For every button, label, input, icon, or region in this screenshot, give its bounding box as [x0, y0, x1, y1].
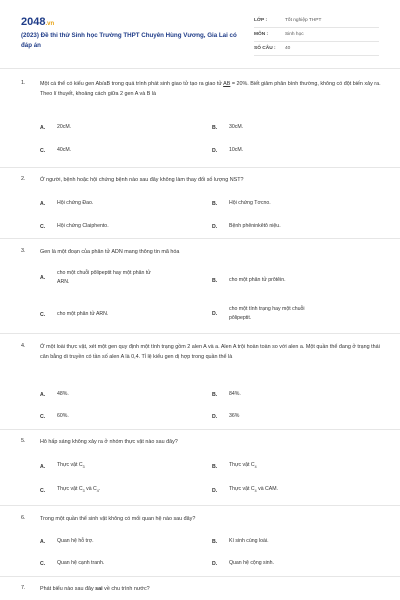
option-d[interactable]: D. Bệnh phêninkêtô niệu.: [212, 223, 281, 230]
option-b[interactable]: B. Hội chứng Tơcno.: [212, 200, 271, 207]
option-b[interactable]: B. 30cM.: [212, 124, 244, 131]
question-text: Ở người, bệnh hoặc hội chứng bệnh nào sau đây không làm thay đổi số lượng NST?: [40, 177, 244, 183]
option-d[interactable]: D. Quan hệ cộng sinh.: [212, 560, 274, 567]
option-a[interactable]: A. Hội chứng Đao.: [40, 200, 94, 207]
question-text: Phát biểu nào sau đây sai về chu trình nước?: [40, 586, 150, 592]
option-c[interactable]: C. 60%.: [40, 413, 69, 420]
option-a[interactable]: A. 48%.: [40, 391, 69, 398]
meta-value[interactable]: Tốt nghiệp THPT: [285, 18, 322, 23]
meta-row-lop: [254, 14, 379, 28]
question-divider: [0, 238, 400, 239]
question-text: Gen là một đoạn của phân tử ADN mang thông tin mã hóa: [40, 249, 180, 255]
option-c[interactable]: C. cho một phân tử ARN.: [40, 311, 109, 318]
question-text: Hô hấp sáng không xảy ra ở nhóm thực vật nào sau đây?: [40, 439, 178, 445]
question-divider: [0, 505, 400, 506]
document-title: (2023) Đề thi thử Sinh học Trường THPT Chuyên Hùng Vương, Gia Lai có đáp án: [21, 32, 237, 49]
option-b[interactable]: B. cho một phân tử prôtêin.: [212, 277, 286, 284]
question-text: Một cá thể có kiểu gen Ab/aB trong quá trình phát sinh giao tử tạo ra giao tử AB = 20%. Biết giảm phân bình thường, không có đột biến xảy ra. Theo lí thuyết, khoảng cách giữa 2 gen A và B là: [40, 81, 381, 97]
meta-value: 40: [285, 46, 291, 51]
meta-label: MÔN :: [254, 32, 269, 37]
meta-row-mon: [254, 28, 379, 42]
option-b[interactable]: B. Kí sinh cùng loài.: [212, 538, 269, 545]
option-d[interactable]: D. 36%: [212, 413, 240, 420]
option-d[interactable]: D. cho một tính trạng hay một chuỗi pôlipeptit.: [212, 306, 305, 321]
meta-label: SỐ CÂU :: [254, 46, 276, 51]
option-d[interactable]: D. 10cM.: [212, 147, 244, 154]
question-divider: [0, 333, 400, 334]
option-a[interactable]: A. 20cM.: [40, 124, 72, 131]
option-b[interactable]: B. 84%.: [212, 391, 241, 398]
question-divider: [0, 167, 400, 168]
question-number: 3.: [21, 248, 26, 254]
meta-panel: [254, 14, 379, 56]
question-text: Ở một loài thực vật, xét một gen quy định một tính trạng gồm 2 alen A và a. Alen A trội hoàn toàn so với alen a. Một quần thể đang ở trạng thái cân bằng di truyền có tần số alen A là 0,4. Tỉ lệ kiểu gen dị hợp trong quần thể là: [40, 344, 380, 360]
option-d[interactable]: D. Thực vật $C_4$ và CAM.: [212, 486, 279, 494]
question-number: 5.: [21, 438, 26, 444]
meta-row-socau: [254, 42, 379, 56]
question-number: 7.: [21, 585, 26, 591]
site-logo[interactable]: [21, 16, 54, 28]
option-b[interactable]: B. Thực vật $C_4$: [212, 462, 257, 470]
option-a[interactable]: A. Quan hệ hỗ trợ.: [40, 538, 94, 545]
header-divider: [0, 68, 400, 69]
logo-number: 2048: [21, 16, 46, 28]
option-a[interactable]: A. cho một chuỗi pôlipeptit hay một phân tử ARN.: [40, 270, 151, 285]
question-text: Trong một quần thể sinh vật không có mối quan hệ nào sau đây?: [40, 516, 196, 522]
meta-value[interactable]: Sinh học: [285, 32, 304, 37]
question-divider: [0, 576, 400, 577]
option-c[interactable]: C. 40cM.: [40, 147, 72, 154]
question-number: 2.: [21, 176, 26, 182]
meta-label: LỚP :: [254, 18, 268, 23]
logo-suffix: .vn: [45, 21, 55, 27]
question-number: 1.: [21, 80, 26, 86]
page-header: [0, 0, 400, 60]
option-c[interactable]: C. Quan hệ cạnh tranh.: [40, 560, 105, 567]
question-divider: [0, 429, 400, 430]
question-number: 6.: [21, 515, 26, 521]
option-c[interactable]: C. Hội chứng Claiphento.: [40, 223, 109, 230]
option-c[interactable]: C. Thực vật $C_3$ và $C_4$.: [40, 486, 101, 494]
option-a[interactable]: A. Thực vật $C_3$: [40, 462, 85, 470]
question-number: 4.: [21, 343, 26, 349]
